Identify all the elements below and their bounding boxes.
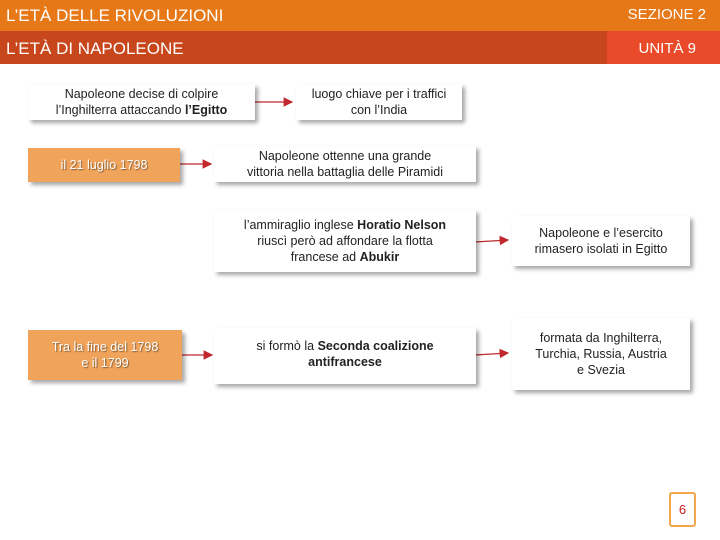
box-nelson	[214, 210, 476, 272]
box-piramidi	[214, 146, 476, 182]
page-number: 6	[669, 492, 696, 527]
box-nelson-bold2: Abukir	[359, 250, 400, 264]
box-membri-line1: formata da Inghilterra,	[539, 331, 663, 345]
box-date-1799-line1: Tra la fine del 1798	[51, 340, 159, 354]
arrow-coalizione-membri	[475, 353, 508, 355]
box-membri	[512, 318, 690, 390]
box-coalizione-line1: si formò la	[256, 339, 318, 353]
box-egitto-bold: l’Egitto	[184, 103, 228, 117]
section-title: L’ETÀ DELLE RIVOLUZIONI	[6, 6, 224, 25]
box-date-1799-line2: e il 1799	[81, 356, 129, 370]
box-piramidi-line1: Napoleone ottenne una grande	[258, 149, 432, 163]
box-india-line2: con l’India	[350, 103, 408, 117]
box-nelson-line2: riuscì però ad affondare la flotta	[257, 234, 433, 248]
box-egitto	[28, 84, 255, 120]
box-india	[296, 84, 462, 120]
box-date-1799	[28, 330, 182, 380]
box-nelson-line1: l’ammiraglio inglese	[243, 218, 358, 232]
box-membri-line2: Turchia, Russia, Austria	[535, 347, 667, 361]
box-egitto-line1: Napoleone decise di colpire	[64, 87, 219, 101]
arrow-nelson-isolati	[475, 240, 508, 242]
box-india-line1: luogo chiave per i traffici	[311, 87, 447, 101]
box-nelson-line3: francese ad	[290, 250, 360, 264]
box-isolati-line2: rimasero isolati in Egitto	[534, 242, 668, 256]
box-piramidi-line2: vittoria nella battaglia delle Piramidi	[247, 165, 443, 179]
box-coalizione-bold2: antifrancese	[308, 355, 382, 369]
box-isolati	[512, 216, 690, 266]
box-isolati-line1: Napoleone e l’esercito	[539, 226, 663, 240]
box-coalizione	[214, 328, 476, 384]
box-date-1798-text: il 21 luglio 1798	[60, 158, 148, 172]
box-egitto-line2: l’Inghilterra attaccando	[55, 103, 185, 117]
unit-label: UNITÀ 9	[638, 40, 696, 57]
box-membri-line3: e Svezia	[577, 363, 625, 377]
unit-title: L’ETÀ DI NAPOLEONE	[6, 39, 184, 58]
box-date-1798	[28, 148, 180, 182]
box-nelson-bold1: Horatio Nelson	[357, 218, 447, 232]
box-coalizione-bold1: Seconda coalizione	[317, 339, 434, 353]
section-label: SEZIONE 2	[627, 6, 706, 23]
